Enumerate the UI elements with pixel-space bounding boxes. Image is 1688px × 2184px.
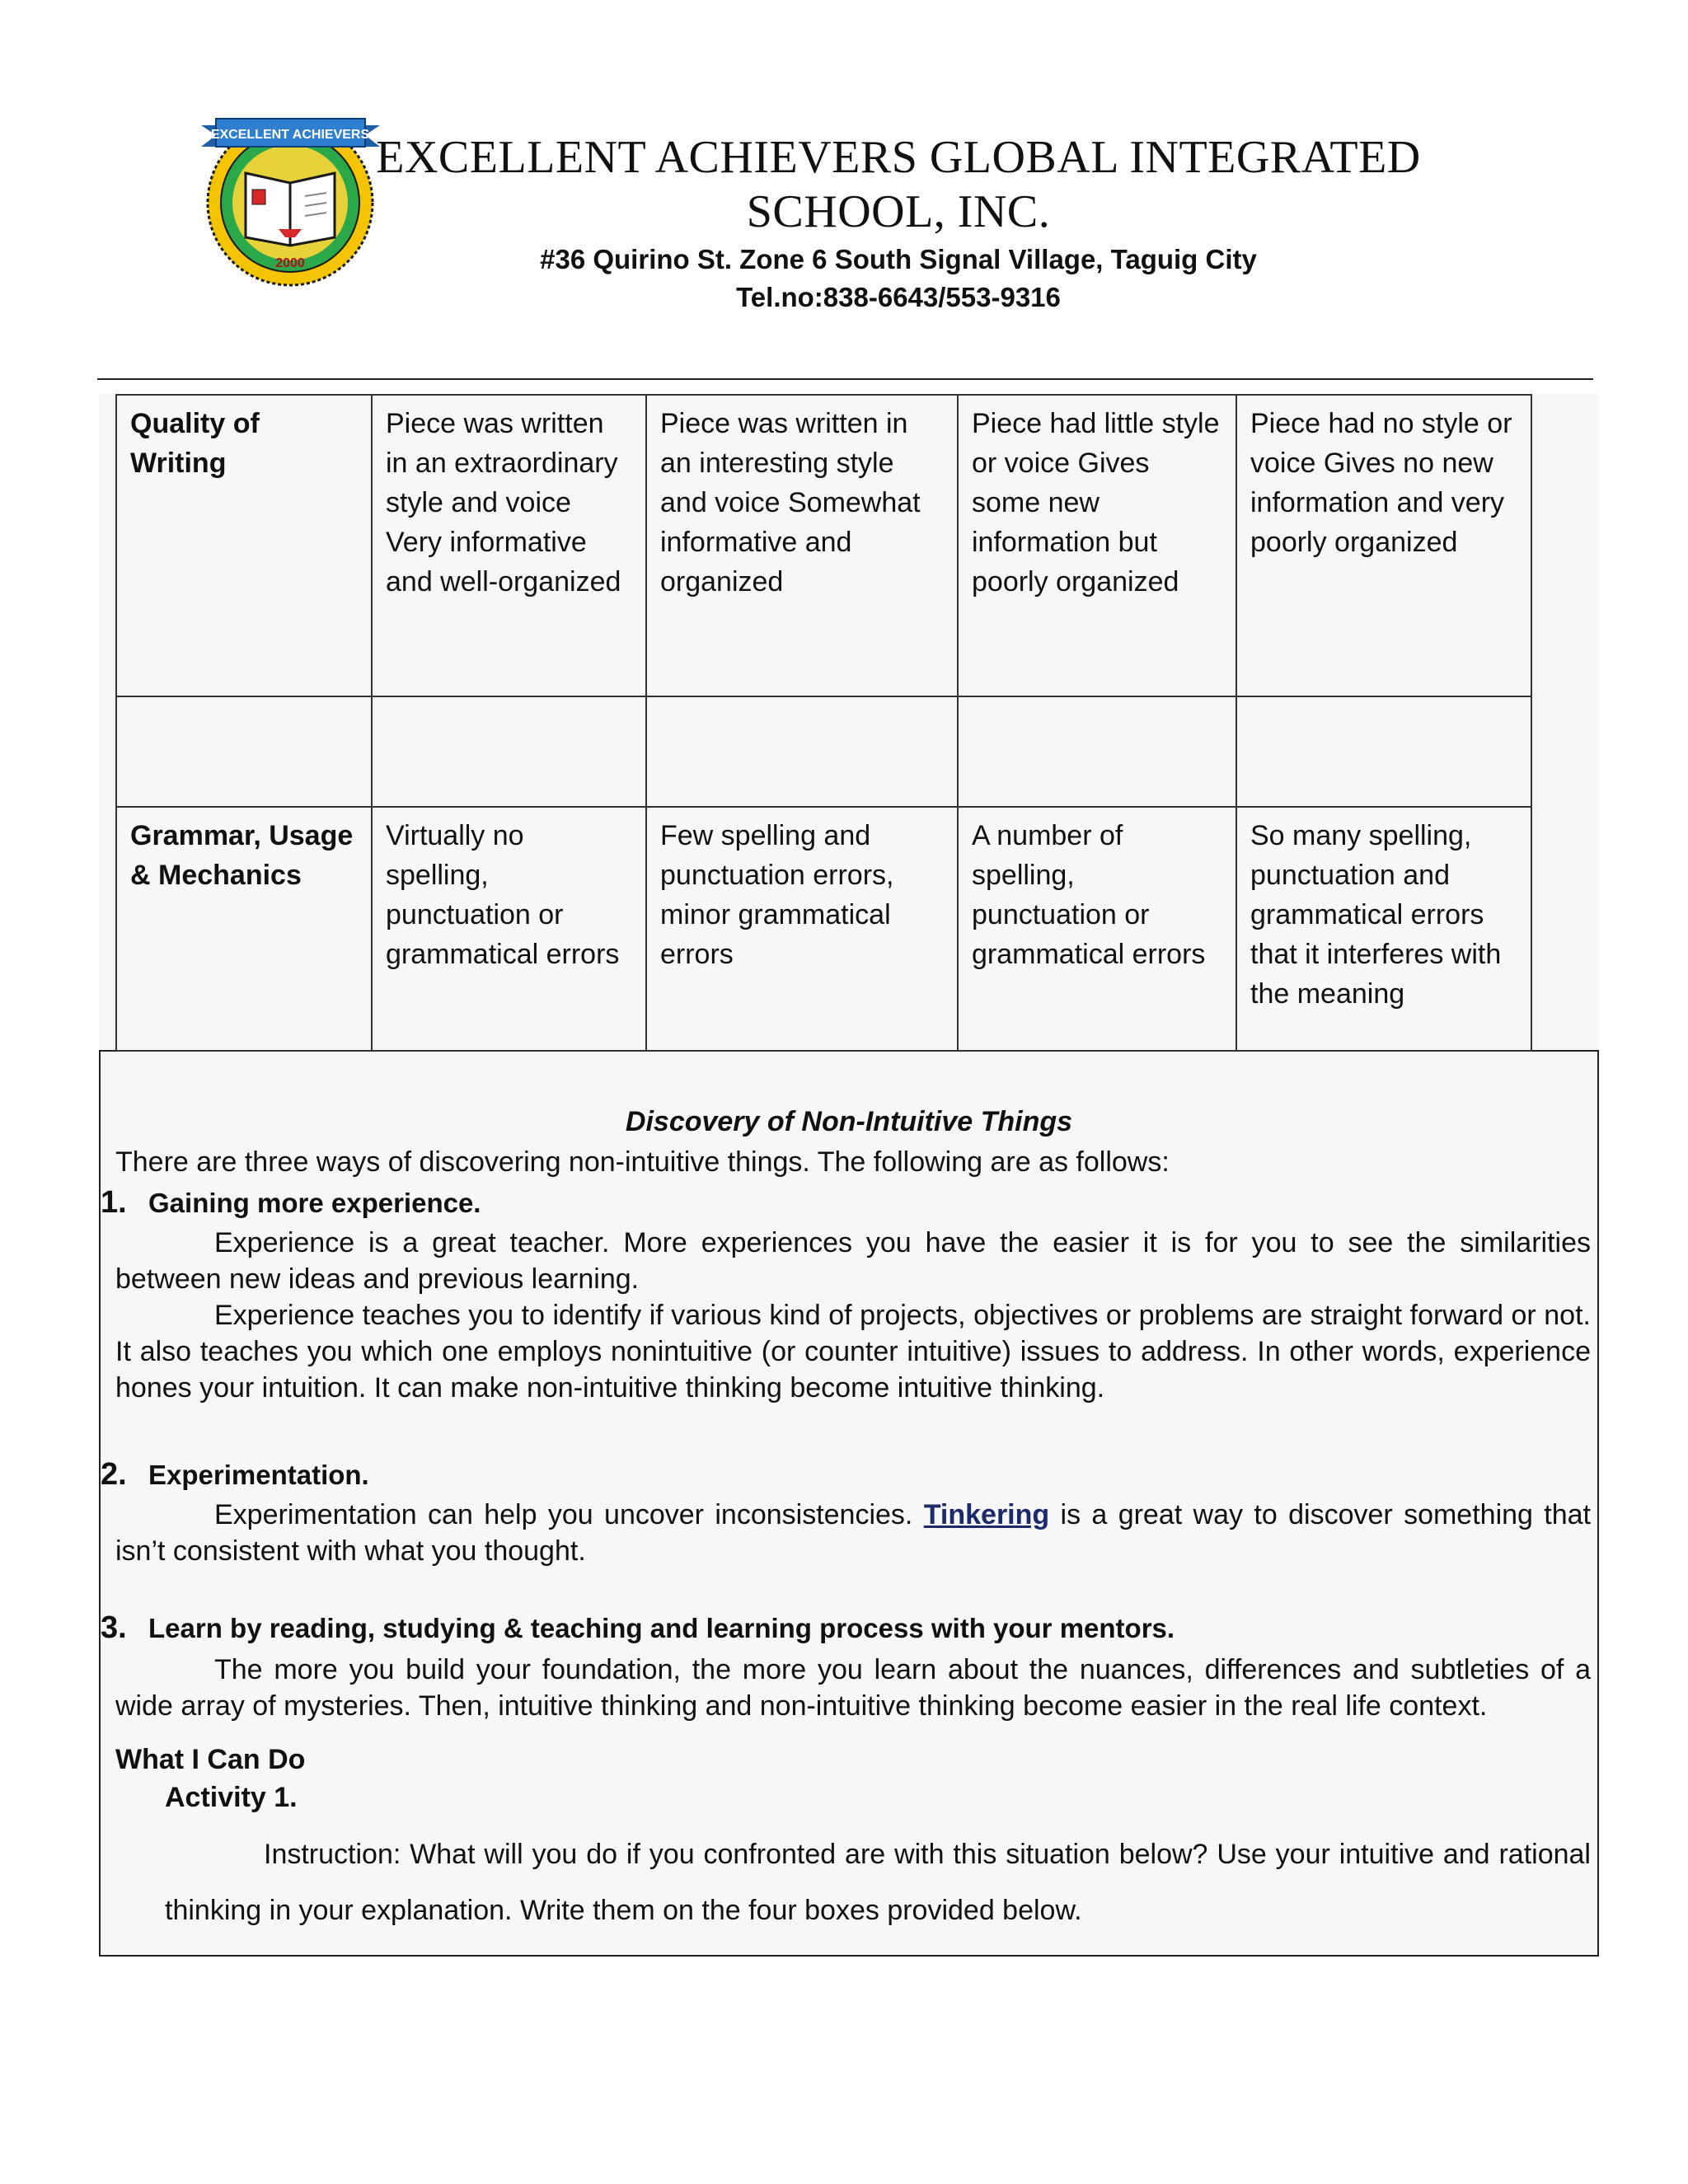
paragraph: Experience is a great teacher. More experiences you have the easier it is for you to see the similarities between new ideas and previous learning. (115, 1227, 1591, 1295)
lesson-heading: Discovery of Non-Intuitive Things (625, 1106, 1073, 1137)
tinkering-link[interactable]: Tinkering (923, 1499, 1050, 1530)
paragraph-text: Experimentation can help you uncover inconsistencies. (214, 1499, 924, 1530)
item-title: Gaining more experience. (148, 1188, 481, 1218)
item-title: Learn by reading, studying & teaching and learning process with your mentors. (148, 1613, 1175, 1643)
rubric-cell: Piece was written in an interesting style and voice Somewhat informative and organized (646, 395, 958, 696)
activity-instruction: Instruction: What will you do if you confronted are with this situation below? Use your intuitive and rational thinking in your explanation. Write them on the four boxes provided below. (165, 1839, 1591, 1926)
rubric-cell: So many spelling, punctuation and grammatical errors that it interferes with the meaning (1236, 807, 1531, 1051)
paragraph: The more you build your foundation, the more you learn about the nuances, differences and subtleties of a wide array of mysteries. Then, intuitive thinking and non-intuitive thinking become easier in the real life context. (115, 1654, 1591, 1722)
rubric-cell: Few spelling and punctuation errors, minor grammatical errors (646, 807, 958, 1051)
table-row (116, 696, 1531, 807)
rubric-cell: Piece was written in an extraordinary style and voice Very informative and well-organized (372, 395, 646, 696)
activity-label: Activity 1. (165, 1782, 298, 1813)
list-item (101, 1183, 1592, 1222)
rubric-cell: A number of spelling, punctuation or grammatical errors (958, 807, 1236, 1051)
rubric-cell (958, 696, 1236, 807)
rubric-cell: Piece had no style or voice Gives no new information and very poorly organized (1236, 395, 1531, 696)
item-number: 1. (101, 1185, 127, 1220)
rubric-criteria: Grammar, Usage & Mechanics (116, 807, 372, 1051)
rubric-table (115, 394, 1532, 1052)
school-telephone: Tel.no:838-6643/553-9316 (736, 282, 1061, 312)
school-logo (198, 114, 383, 288)
school-name (363, 130, 1434, 239)
rubric-criteria: Quality of Writing (116, 395, 372, 696)
logo-year: 2000 (275, 256, 305, 270)
table-row (116, 807, 1531, 1051)
rubric-cell (372, 696, 646, 807)
rubric-criteria (116, 696, 372, 807)
rubric-cell (646, 696, 958, 807)
lesson-intro: There are three ways of discovering non-intuitive things. The following are as follows: (115, 1146, 1170, 1178)
school-address: #36 Quirino St. Zone 6 South Signal Village, Taguig City (540, 244, 1257, 274)
what-i-can-do-heading: What I Can Do (115, 1744, 306, 1775)
rubric-cell: Piece had little style or voice Gives some new information but poorly organized (958, 395, 1236, 696)
item-number: 2. (101, 1457, 127, 1492)
paragraph-text: is a great way to discover something that isn’t consistent with what you thought. (115, 1499, 1592, 1567)
list-item (101, 1455, 1592, 1494)
item-number: 3. (101, 1610, 127, 1645)
list-item (101, 1609, 1592, 1647)
header-divider (97, 378, 1593, 380)
rubric-cell: Virtually no spelling, punctuation or grammatical errors (372, 807, 646, 1051)
logo-banner-text: EXCELLENT ACHIEVERS (210, 128, 370, 142)
rubric-cell (1236, 696, 1531, 807)
table-row (116, 395, 1531, 696)
school-name-line1: EXCELLENT ACHIEVERS GLOBAL INTEGRATED (376, 132, 1421, 183)
paragraph (115, 1497, 1591, 1569)
item-title: Experimentation. (148, 1460, 369, 1490)
school-name-line2: SCHOOL, INC. (746, 186, 1051, 237)
paragraph: Experience teaches you to identify if various kind of projects, objectives or problems are straight forward or not. It also teaches you which one employs nonintuitive (or counter intuitive) issues to address. In other words, experience hones your intuition. It can make non-intuitive thinking become intuitive thinking. (115, 1300, 1591, 1404)
